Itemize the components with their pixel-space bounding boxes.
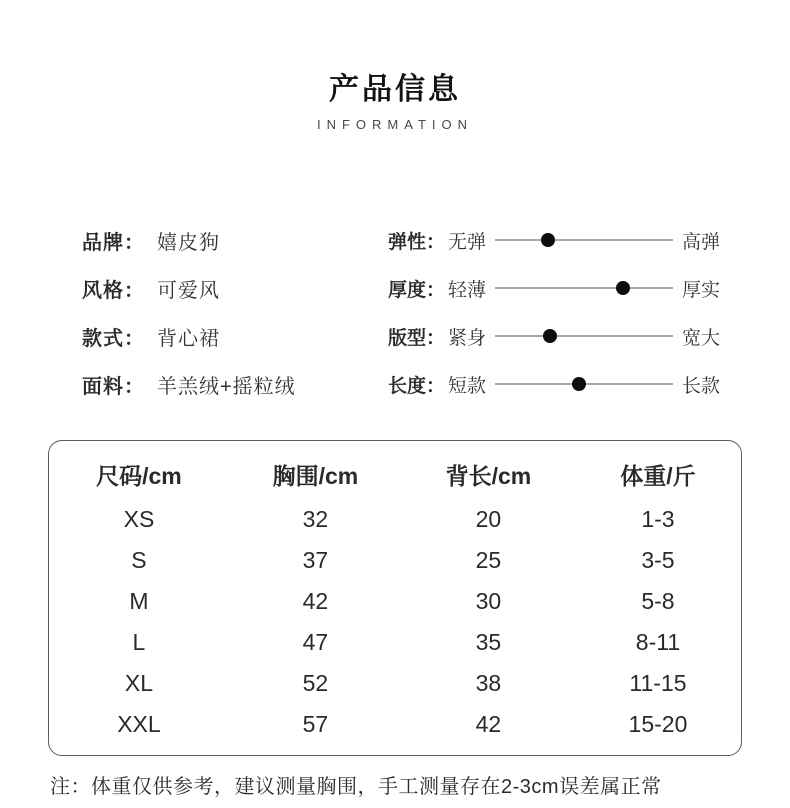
table-cell: XL bbox=[124, 670, 154, 696]
slider-min-label: 轻薄 bbox=[448, 279, 487, 301]
slider-label: 长度： bbox=[388, 375, 446, 397]
attribute-value: 可爱风 bbox=[157, 279, 220, 302]
slider-min-label: 短款 bbox=[448, 375, 487, 397]
slider-row-fit bbox=[388, 312, 720, 360]
attribute-row-brand bbox=[82, 216, 388, 264]
table-cell: 30 bbox=[475, 588, 502, 614]
attribute-row-fabric bbox=[82, 360, 388, 408]
table-cell: 8-11 bbox=[635, 629, 681, 655]
page-header bbox=[0, 0, 790, 132]
slider-min-label: 无弹 bbox=[448, 231, 487, 253]
table-cell: 5-8 bbox=[641, 588, 675, 614]
product-properties bbox=[0, 216, 790, 408]
table-cell: XS bbox=[123, 506, 155, 532]
table-cell: S bbox=[131, 547, 147, 573]
slider-label: 版型： bbox=[388, 327, 446, 349]
slider-dot-icon bbox=[541, 233, 555, 247]
table-row-xl bbox=[49, 663, 741, 704]
attribute-label: 款式： bbox=[82, 327, 145, 350]
slider-row-length bbox=[388, 360, 720, 408]
table-header-cell: 胸围/cm bbox=[272, 462, 359, 489]
table-cell: 42 bbox=[475, 711, 502, 737]
slider-dot-icon bbox=[616, 281, 630, 295]
slider-track bbox=[495, 383, 673, 385]
slider-min-label: 紧身 bbox=[448, 327, 487, 349]
slider-label: 厚度： bbox=[388, 279, 446, 301]
table-cell: L bbox=[132, 629, 146, 655]
table-cell: M bbox=[129, 588, 149, 614]
attribute-value: 羊羔绒+摇粒绒 bbox=[157, 375, 296, 398]
slider-dot-icon bbox=[543, 329, 557, 343]
attribute-label: 品牌： bbox=[82, 231, 145, 254]
page-title: 产品信息 bbox=[329, 73, 461, 106]
table-cell: 3-5 bbox=[641, 547, 675, 573]
slider-row-thickness bbox=[388, 264, 720, 312]
table-row-l bbox=[49, 622, 741, 663]
table-row-xs bbox=[49, 499, 741, 540]
slider-track bbox=[495, 287, 673, 289]
slider-track bbox=[495, 335, 673, 337]
attribute-value: 嬉皮狗 bbox=[157, 231, 220, 254]
table-row-m bbox=[49, 581, 741, 622]
table-header-row bbox=[49, 449, 741, 499]
attribute-row-style bbox=[82, 264, 388, 312]
measurement-note: 注：体重仅供参考，建议测量胸围，手工测量存在2-3cm误差属正常 bbox=[50, 776, 662, 798]
table-cell: 37 bbox=[302, 547, 329, 573]
attribute-value: 背心裙 bbox=[157, 327, 220, 350]
attribute-label: 面料： bbox=[82, 375, 145, 398]
table-cell: 20 bbox=[475, 506, 502, 532]
attribute-label: 风格： bbox=[82, 279, 145, 302]
table-row-xxl bbox=[49, 704, 741, 745]
slider-max-label: 高弹 bbox=[682, 231, 721, 253]
slider-dot-icon bbox=[572, 377, 586, 391]
table-cell: 57 bbox=[302, 711, 329, 737]
table-cell: 38 bbox=[475, 670, 502, 696]
table-cell: 15-20 bbox=[628, 711, 688, 737]
table-row-s bbox=[49, 540, 741, 581]
table-header-cell: 背长/cm bbox=[445, 462, 532, 489]
table-cell: 47 bbox=[302, 629, 329, 655]
table-cell: 32 bbox=[302, 506, 329, 532]
slider-row-elasticity bbox=[388, 216, 720, 264]
table-cell: 35 bbox=[475, 629, 502, 655]
table-cell: XXL bbox=[117, 711, 161, 737]
table-header-cell: 尺码/cm bbox=[96, 462, 182, 489]
slider-track bbox=[495, 239, 673, 241]
slider-label: 弹性： bbox=[388, 231, 446, 253]
attribute-row-type bbox=[82, 312, 388, 360]
page-subtitle: INFORMATION bbox=[316, 117, 474, 132]
table-cell: 25 bbox=[475, 547, 502, 573]
slider-max-label: 长款 bbox=[682, 375, 721, 397]
attribute-list bbox=[82, 216, 388, 408]
table-cell: 1-3 bbox=[641, 506, 675, 532]
table-cell: 52 bbox=[302, 670, 329, 696]
size-chart-table bbox=[48, 440, 742, 756]
table-header-cell: 体重/斤 bbox=[620, 462, 696, 489]
table-cell: 42 bbox=[302, 588, 329, 614]
slider-list bbox=[388, 216, 720, 408]
table-cell: 11-15 bbox=[629, 670, 687, 696]
slider-max-label: 厚实 bbox=[682, 279, 721, 301]
slider-max-label: 宽大 bbox=[682, 327, 721, 349]
